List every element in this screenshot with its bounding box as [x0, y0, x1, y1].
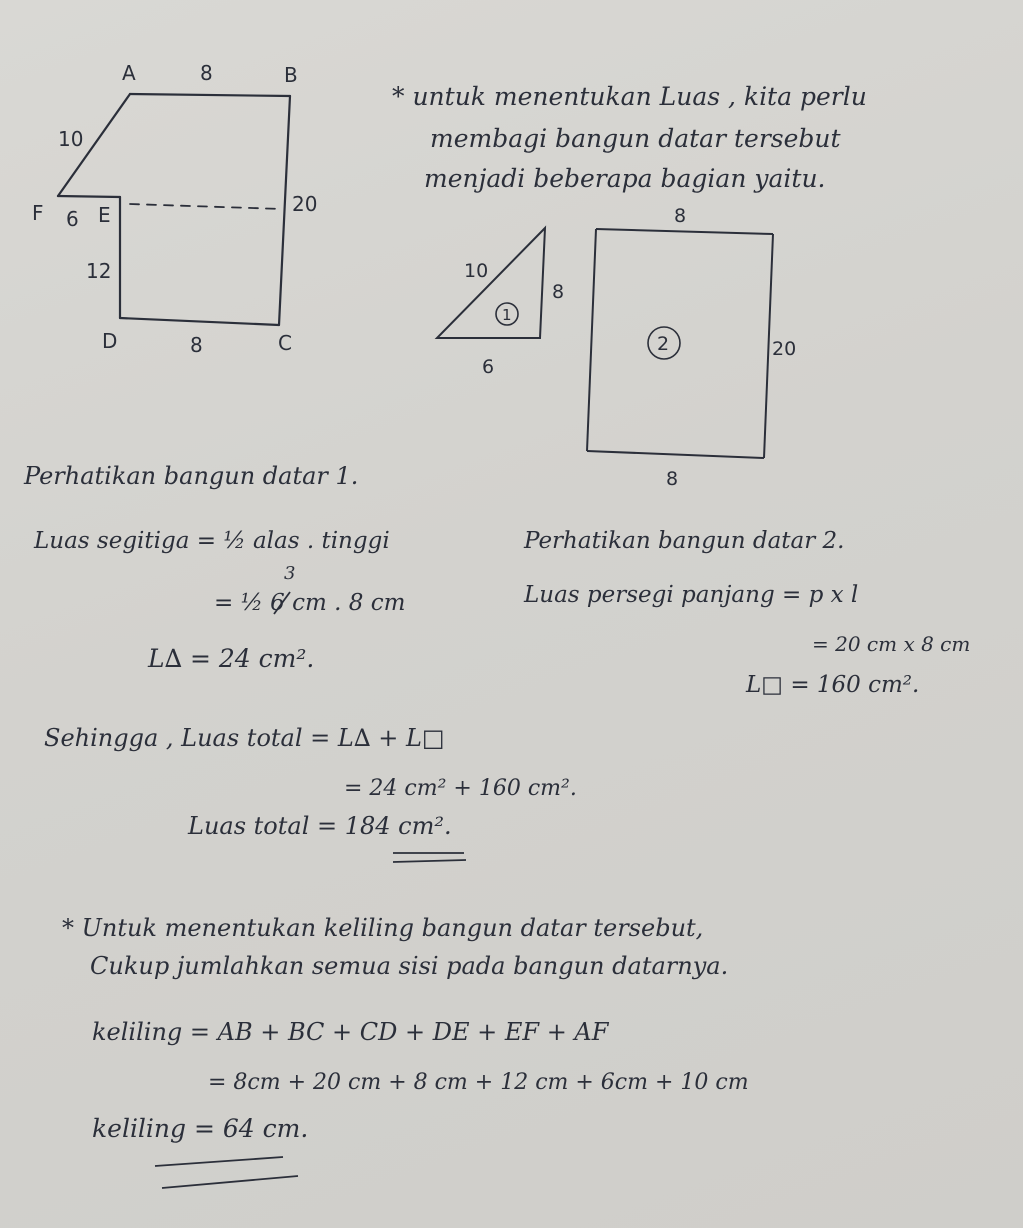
keliling-line-2: = 8cm + 20 cm + 8 cm + 12 cm + 6cm + 10 cm — [208, 1070, 749, 1095]
part2-formula: Luas persegi panjang = p x l — [524, 582, 859, 608]
side-dc — [120, 318, 279, 325]
vertex-d: D — [102, 329, 118, 353]
part1-result: L∆ = 24 cm². — [148, 644, 315, 673]
total-line-3: Luas total = 184 cm². — [188, 812, 452, 840]
triangle-base-label: 6 — [482, 356, 495, 378]
triangle-number: 1 — [502, 306, 512, 324]
keliling-intro-2: Cukup jumlahkan semua sisi pada bangun datarnya. — [90, 952, 729, 980]
part2-heading: Perhatikan bangun datar 2. — [524, 528, 845, 554]
side-label-ab: 8 — [200, 61, 213, 85]
vertex-c: C — [278, 331, 292, 355]
triangle-height-label: 8 — [552, 281, 565, 303]
intro-line-2: membagi bangun datar tersebut — [430, 124, 841, 153]
part1-heading: Perhatikan bangun datar 1. — [24, 462, 359, 490]
intro-line-3: menjadi beberapa bagian yaitu. — [424, 164, 826, 193]
side-label-fe: 6 — [66, 207, 79, 231]
triangle-figure — [437, 228, 545, 338]
side-ab — [130, 94, 290, 96]
rectangle-number: 2 — [657, 333, 670, 355]
keliling-intro-1: * Untuk menentukan keliling bangun datar tersebut, — [62, 914, 704, 942]
side-label-bc: 20 — [292, 192, 318, 216]
side-fe — [58, 196, 120, 197]
vertex-f: F — [32, 201, 44, 225]
side-bc — [279, 96, 290, 325]
composite-figure — [58, 94, 290, 325]
part1-cancel-value: 3 — [284, 563, 296, 584]
vertex-b: B — [284, 63, 298, 87]
total-line-1: Sehingga , Luas total = L∆ + L□ — [44, 724, 445, 752]
total-underline-2 — [393, 860, 466, 862]
keliling-line-3: keliling = 64 cm. — [92, 1114, 309, 1143]
side-label-af: 10 — [58, 127, 84, 151]
rectangle-bottom-label: 8 — [666, 468, 679, 490]
vertex-e: E — [98, 203, 111, 227]
part1-formula: Luas segitiga = ½ alas . tinggi — [34, 528, 390, 554]
keliling-line-1: keliling = AB + BC + CD + DE + EF + AF — [92, 1018, 609, 1046]
vertex-a: A — [122, 61, 136, 85]
side-label-de: 12 — [86, 259, 112, 283]
rectangle-side-label: 20 — [772, 338, 797, 360]
dashed-divider — [130, 204, 282, 209]
part2-result: L□ = 160 cm². — [746, 672, 920, 698]
side-label-dc: 8 — [190, 333, 203, 357]
total-line-2: = 24 cm² + 160 cm². — [344, 776, 577, 801]
part2-line2: = 20 cm x 8 cm — [812, 632, 971, 656]
keliling-underline-2 — [162, 1176, 298, 1188]
keliling-underline-1 — [155, 1157, 283, 1166]
part1-line2: = ½ 6 cm . 8 cm — [214, 590, 406, 616]
intro-line-1: * untuk menentukan Luas , kita perlu — [392, 82, 867, 111]
triangle-hyp-label: 10 — [464, 260, 489, 282]
rectangle-top-label: 8 — [674, 205, 687, 227]
